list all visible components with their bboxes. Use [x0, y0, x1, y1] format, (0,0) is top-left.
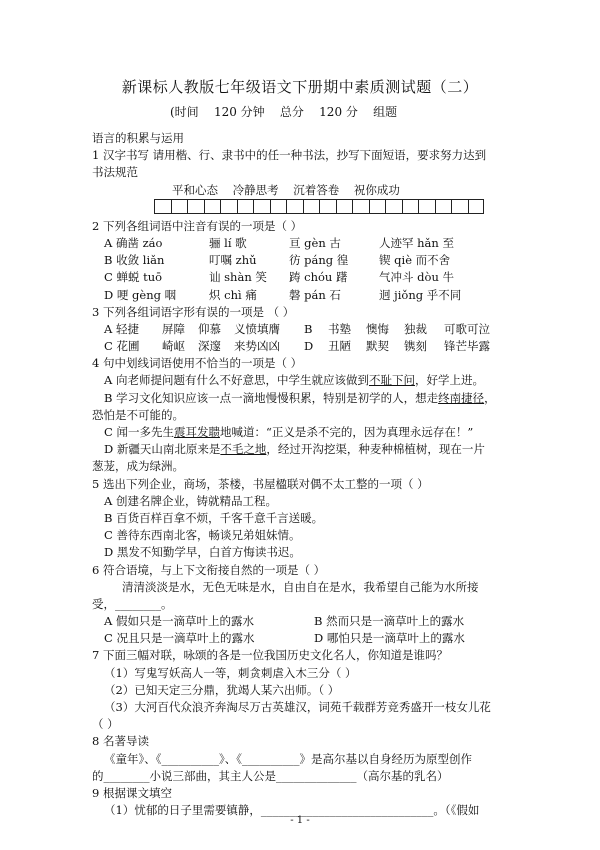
q4-option-d-cont: 葱茏，成为绿洲。: [92, 459, 184, 474]
option-cell: 可歌可泣: [444, 321, 490, 336]
grid-cell[interactable]: [237, 199, 254, 214]
option-cell: D: [304, 339, 314, 354]
option-cell: 深邃: [198, 339, 221, 354]
option-cell: 仰慕: [198, 321, 221, 336]
option-cell: 骊 lí 歌: [209, 235, 247, 250]
q6-options-ab: [92, 613, 512, 630]
option-cell: C 蝉蜕 tuō: [104, 270, 163, 285]
q8-line-2: 的________小说三部曲，其主人公是______________（高尔基的乳名）: [92, 768, 449, 783]
q7-stem: 7 下面三幅对联，咏颂的各是一位我国历史文化名人，你知道是谁吗？: [92, 648, 448, 663]
q4-d-text: D 新疆天山南北原来是: [104, 442, 221, 457]
q4-d-underlined: 不毛之地: [220, 442, 267, 457]
option-cell: 踌 chóu 躇: [289, 270, 348, 285]
question-content: [92, 130, 512, 819]
q5-stem: 5 选出下列企业，商场，茶楼，书屋楹联对偶不太工整的一项（ ）: [92, 476, 429, 491]
option-cell: 炽 chì 痛: [209, 287, 257, 302]
q6-options-cd: [92, 630, 512, 647]
grid-cell[interactable]: [435, 199, 452, 214]
option-cell: 人迹罕 hǎn 至: [379, 235, 454, 250]
option-cell: 懊悔: [366, 321, 389, 336]
option-cell: 锲 qiè 而不舍: [379, 253, 451, 268]
grid-cell[interactable]: [303, 199, 320, 214]
q4-b-text: B 学习文化知识应该一点一滴地慢慢积累，特别是初学的人，想走: [104, 390, 439, 405]
q1-stem-line2: 书法规范: [92, 165, 138, 180]
option-cell: 丑陋: [328, 339, 351, 354]
option-cell: 义愤填膺: [234, 321, 280, 336]
q1-stem-line1: 1 汉字书写 请用楷、行、隶书中的任一种书法，抄写下面短语，要求努力达到: [92, 148, 487, 163]
q4-a-tail: ，好学上进。: [414, 373, 484, 388]
grid-cell[interactable]: [154, 199, 171, 214]
q7-item-2: （2）已知天定三分鼎，犹竭人某六出师。（ ）: [104, 682, 340, 697]
q7-item-1: （1）写鬼写妖高人一等，刺贪刺虐入木三分（ ）: [104, 665, 357, 680]
q2-row-b: [92, 252, 512, 269]
option-cell: 崎岖: [162, 339, 185, 354]
q4-option-b: [92, 390, 512, 407]
q6-stem: 6 符合语境，与上下文衔接自然的一项是（ ）: [92, 562, 326, 577]
q4-c-underlined: 震耳发聩: [173, 425, 220, 439]
q4-a-underlined: 不耻下问: [368, 373, 415, 388]
q9-stem: 9 根据课文填空: [92, 785, 172, 800]
grid-cell[interactable]: [187, 199, 204, 214]
q2-row-c: [92, 269, 512, 286]
q4-d-tail: ，经过开沟挖渠，种麦种棉植树，现在一片: [266, 442, 485, 457]
grid-cell[interactable]: [402, 199, 419, 214]
option-cell: 锋芒毕露: [444, 339, 490, 354]
page-number: - 1 -: [290, 815, 310, 826]
option-cell: 来势凶凶: [234, 339, 280, 354]
option-cell: A 确凿 záo: [104, 235, 163, 250]
q4-option-b-cont: 恐怕是不可能的。: [92, 407, 184, 422]
q2-row-a: [92, 235, 512, 252]
q4-c-tail: 地喊道：“正义是杀不完的，因为真理永远存在！”: [219, 425, 474, 439]
q5-option-b: B 百货百样百拿不烦，千客千意千言送暖。: [104, 510, 324, 525]
option-cell: A 轻捷: [104, 321, 139, 336]
option-cell: 屏障: [162, 321, 185, 336]
grid-cell[interactable]: [352, 199, 369, 214]
q6-option-b: B 然而只是一滴草叶上的露水: [314, 614, 465, 629]
q4-option-c: [92, 424, 512, 441]
grid-cell[interactable]: [204, 199, 221, 214]
grid-cell[interactable]: [286, 199, 303, 214]
q4-option-a: [92, 372, 512, 389]
q7-item-3-cont: （ ）: [92, 717, 119, 732]
q2-row-d: [92, 287, 512, 304]
q7-item-3: （3）大河百代众浪齐奔淘尽万古英雄汉，词苑千载群芳竞秀盛开一枝女儿花: [104, 700, 491, 714]
option-cell: 叮嘱 zhǔ: [209, 253, 257, 268]
q8-line-1: 《童年》、《__________》、《__________》是高尔基以自身经历为原型创作: [104, 751, 472, 766]
option-cell: D 哽 gèng 咽: [104, 287, 177, 302]
q6-option-a: A 假如只是一滴草叶上的露水: [104, 614, 254, 629]
writing-grid[interactable]: [154, 199, 512, 215]
option-cell: B 收敛 liǎn: [104, 253, 165, 268]
q2-stem: 2 下列各组词语中注音有误的一项是（ ）: [92, 218, 303, 233]
option-cell: B: [304, 321, 313, 336]
q1-phrases: 平和心态 冷静思考 沉着答卷 祝你成功: [172, 182, 400, 197]
option-cell: 默契: [366, 339, 389, 354]
grid-cell[interactable]: [385, 199, 402, 214]
grid-cell[interactable]: [220, 199, 237, 214]
option-cell: 讪 shàn 笑: [209, 270, 267, 285]
grid-cell[interactable]: [369, 199, 386, 214]
grid-cell[interactable]: [418, 199, 435, 214]
option-cell: 磐 pán 石: [289, 287, 341, 302]
q3-row-ab: [92, 321, 512, 338]
option-cell: 书塾: [328, 321, 351, 336]
q5-option-a: A 创建名牌企业，铸就精品工程。: [104, 493, 277, 508]
q5-option-d: D 黑发不知勤学早，白首方悔读书迟。: [104, 545, 301, 560]
q6-passage: 清清淡淡是水，无色无味是水，自由自在是水，我希望自己能为水所接: [122, 579, 479, 594]
q4-b-tail: ，: [484, 390, 496, 405]
page-subtitle: (时间 120 分钟 总分 120 分 组题: [170, 105, 398, 119]
q9-line-1: （1）忧郁的日子里需要镇静，______________________________。（《假如: [104, 803, 480, 818]
grid-cell[interactable]: [468, 199, 485, 214]
q6-option-d: D 哪怕只是一滴草叶上的露水: [314, 631, 465, 646]
page-title: 新课标人教版七年级语文下册期中素质测试题（二）: [121, 78, 479, 96]
grid-cell[interactable]: [171, 199, 188, 214]
option-cell: 彷 páng 徨: [289, 253, 349, 268]
grid-cell[interactable]: [451, 199, 468, 214]
grid-cell[interactable]: [253, 199, 270, 214]
q4-b-underlined: 终南捷径: [438, 390, 485, 405]
option-cell: 镌刻: [404, 339, 427, 354]
q4-option-d: [92, 441, 512, 458]
grid-cell[interactable]: [336, 199, 353, 214]
q6-option-c: C 况且只是一滴草叶上的露水: [104, 631, 255, 646]
grid-cell[interactable]: [319, 199, 336, 214]
option-cell: 独裁: [404, 321, 427, 336]
q4-a-text: A 向老师提问题有什么不好意思，中学生就应该做到: [104, 373, 369, 388]
q4-stem: 4 句中划线词语使用不恰当的一项是（ ）: [92, 356, 303, 371]
option-cell: 气冲斗 dòu 牛: [379, 270, 455, 285]
option-cell: 亘 gèn 古: [289, 235, 341, 250]
q5-option-c: C 善待东西南北客，畅谈兄弟姐妹情。: [104, 528, 301, 543]
section-heading: 语言的积累与运用: [92, 131, 184, 145]
q3-stem: 3 下列各组词语字形有误的一项是 （ ）: [92, 304, 295, 319]
option-cell: C 花圃: [104, 339, 140, 354]
option-cell: 迥 jiǒng 乎不同: [379, 287, 462, 302]
q8-stem: 8 名著导读: [92, 734, 149, 749]
q6-passage-cont: 受，________。: [92, 596, 173, 611]
grid-cell[interactable]: [270, 199, 287, 214]
q3-row-cd: [92, 338, 512, 355]
q4-c-text: C 闻一多先生: [104, 425, 174, 439]
